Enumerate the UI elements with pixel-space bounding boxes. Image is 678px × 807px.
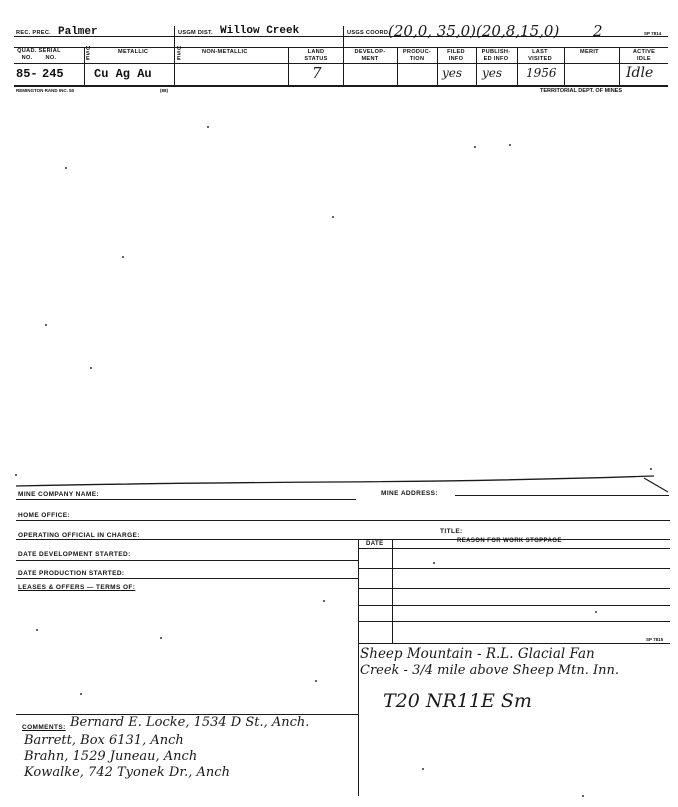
printer-code: (88) [160, 88, 169, 93]
date-col-divider [392, 539, 393, 643]
speck [36, 629, 38, 631]
usgm-dist-value: Willow Creek [220, 25, 300, 37]
form-number-2: SP 7815 [646, 637, 664, 642]
row-quad: 85- [16, 67, 38, 81]
speck [315, 680, 317, 682]
rec-prec-value: Palmer [58, 26, 98, 38]
divider-j [619, 47, 620, 85]
col-metallic: METALLIC [118, 49, 149, 55]
speck [474, 146, 476, 148]
speck [207, 126, 209, 128]
printer-label: REMINGTON RAND INC. 50 [16, 88, 75, 93]
speck [433, 562, 435, 564]
row-last-visited: 1956 [526, 66, 557, 80]
right-panel-border [358, 539, 359, 796]
comments-label: COMMENTS: [22, 724, 66, 731]
title-label: TITLE: [440, 528, 463, 535]
reason-row-2[interactable] [358, 588, 670, 589]
divider-d [288, 47, 289, 85]
speck [65, 167, 67, 169]
operating-official-field[interactable] [16, 539, 670, 540]
col-land-status: LAND STATUS [304, 49, 328, 62]
date-development-field[interactable] [16, 560, 358, 561]
home-office-label: HOME OFFICE: [18, 512, 71, 519]
speck [122, 256, 124, 258]
col-merit: MERIT [580, 49, 599, 55]
header-bottom-rule [14, 85, 668, 87]
speck [45, 324, 47, 326]
speck [422, 768, 424, 770]
col-development: DEVELOP- MENT [354, 49, 386, 62]
speck [595, 611, 597, 613]
speck [650, 468, 652, 470]
usgs-coord-value: (20,0, 35,0)(20,8,15,0) [388, 22, 560, 40]
location-line-2: Creek - 3/4 mile above Sheep Mtn. Inn. [360, 663, 619, 678]
operating-official-label: OPERATING OFFICIAL IN CHARGE: [18, 532, 140, 539]
row-land-status: 7 [312, 64, 322, 82]
speck [90, 367, 92, 369]
speck [160, 637, 162, 639]
col-quad-serial: QUAD. SERIAL NO. NO. [17, 48, 61, 61]
date-development-label: DATE DEVELOPMENT STARTED: [18, 551, 131, 558]
reason-table-rule [358, 548, 670, 549]
comment-line-2: Barrett, Box 6131, Anch [24, 733, 184, 748]
col-use-metal: U S E [86, 46, 91, 62]
date-production-label: DATE PRODUCTION STARTED: [18, 570, 125, 577]
leases-label: LEASES & OFFERS — TERMS OF: [18, 584, 136, 591]
row-active-idle: Idle [626, 65, 654, 81]
territorial-label: TERRITORIAL DEPT. OF MINES [540, 88, 622, 94]
speck [509, 144, 511, 146]
divider-a [174, 26, 175, 86]
speck [332, 216, 334, 218]
usgs-coord-extra: 2 [593, 22, 603, 40]
date-production-field[interactable] [16, 578, 358, 579]
reason-col-header: REASON FOR WORK STOPPAGE [457, 538, 562, 544]
mine-address-label: MINE ADDRESS: [381, 490, 438, 497]
header-rule-3 [14, 63, 668, 64]
col-published-info: PUBLISH- ED INFO [481, 49, 511, 62]
row-published: yes [482, 66, 503, 80]
mine-company-name-field[interactable] [16, 499, 356, 500]
usgs-coord-label: USGS COORD. [347, 30, 391, 36]
header-rule-2 [14, 47, 668, 48]
form-number: SP 7814 [644, 31, 662, 36]
col-use-nonmetal: U S E [177, 46, 182, 62]
divider-i [564, 47, 565, 85]
comment-line-4: Kowalke, 742 Tyonek Dr., Anch [24, 765, 230, 780]
col-active-idle: ACTIVE IDLE [632, 49, 656, 62]
usgm-dist-label: USGM DIST. [178, 30, 214, 36]
row-metallic: Cu Ag Au [94, 67, 152, 81]
mine-address-field[interactable] [455, 495, 669, 496]
township-range: T20 NR11E Sm [383, 690, 532, 712]
location-line-1: Sheep Mountain - R.L. Glacial Fan [360, 646, 595, 662]
speck [582, 795, 584, 797]
rec-prec-label: REC. PREC. [16, 30, 52, 36]
form-top-rule [14, 474, 670, 494]
date-col-header: DATE [366, 541, 384, 547]
col-filed-info: FILED INFO [447, 49, 465, 62]
home-office-field[interactable] [16, 520, 670, 521]
speck [80, 693, 82, 695]
col-production: PRODUC- TION [402, 49, 432, 62]
row-filed: yes [442, 66, 463, 80]
header-top-rule [14, 36, 668, 37]
reason-row-5[interactable] [358, 643, 670, 644]
row-serial: 245 [42, 67, 64, 81]
reason-row-4[interactable] [358, 621, 670, 622]
speck [323, 600, 325, 602]
divider-c [84, 47, 85, 85]
col-last-visited: LAST VISITED [528, 49, 552, 62]
comment-line-1: Bernard E. Locke, 1534 D St., Anch. [70, 715, 310, 730]
comment-line-3: Brahn, 1529 Juneau, Anch [24, 749, 198, 764]
divider-b [343, 26, 344, 86]
reason-row-1[interactable] [358, 568, 670, 569]
reason-row-3[interactable] [358, 605, 670, 606]
col-nonmetallic: NON-METALLIC [202, 49, 248, 55]
mine-company-name-label: MINE COMPANY NAME: [18, 491, 99, 498]
